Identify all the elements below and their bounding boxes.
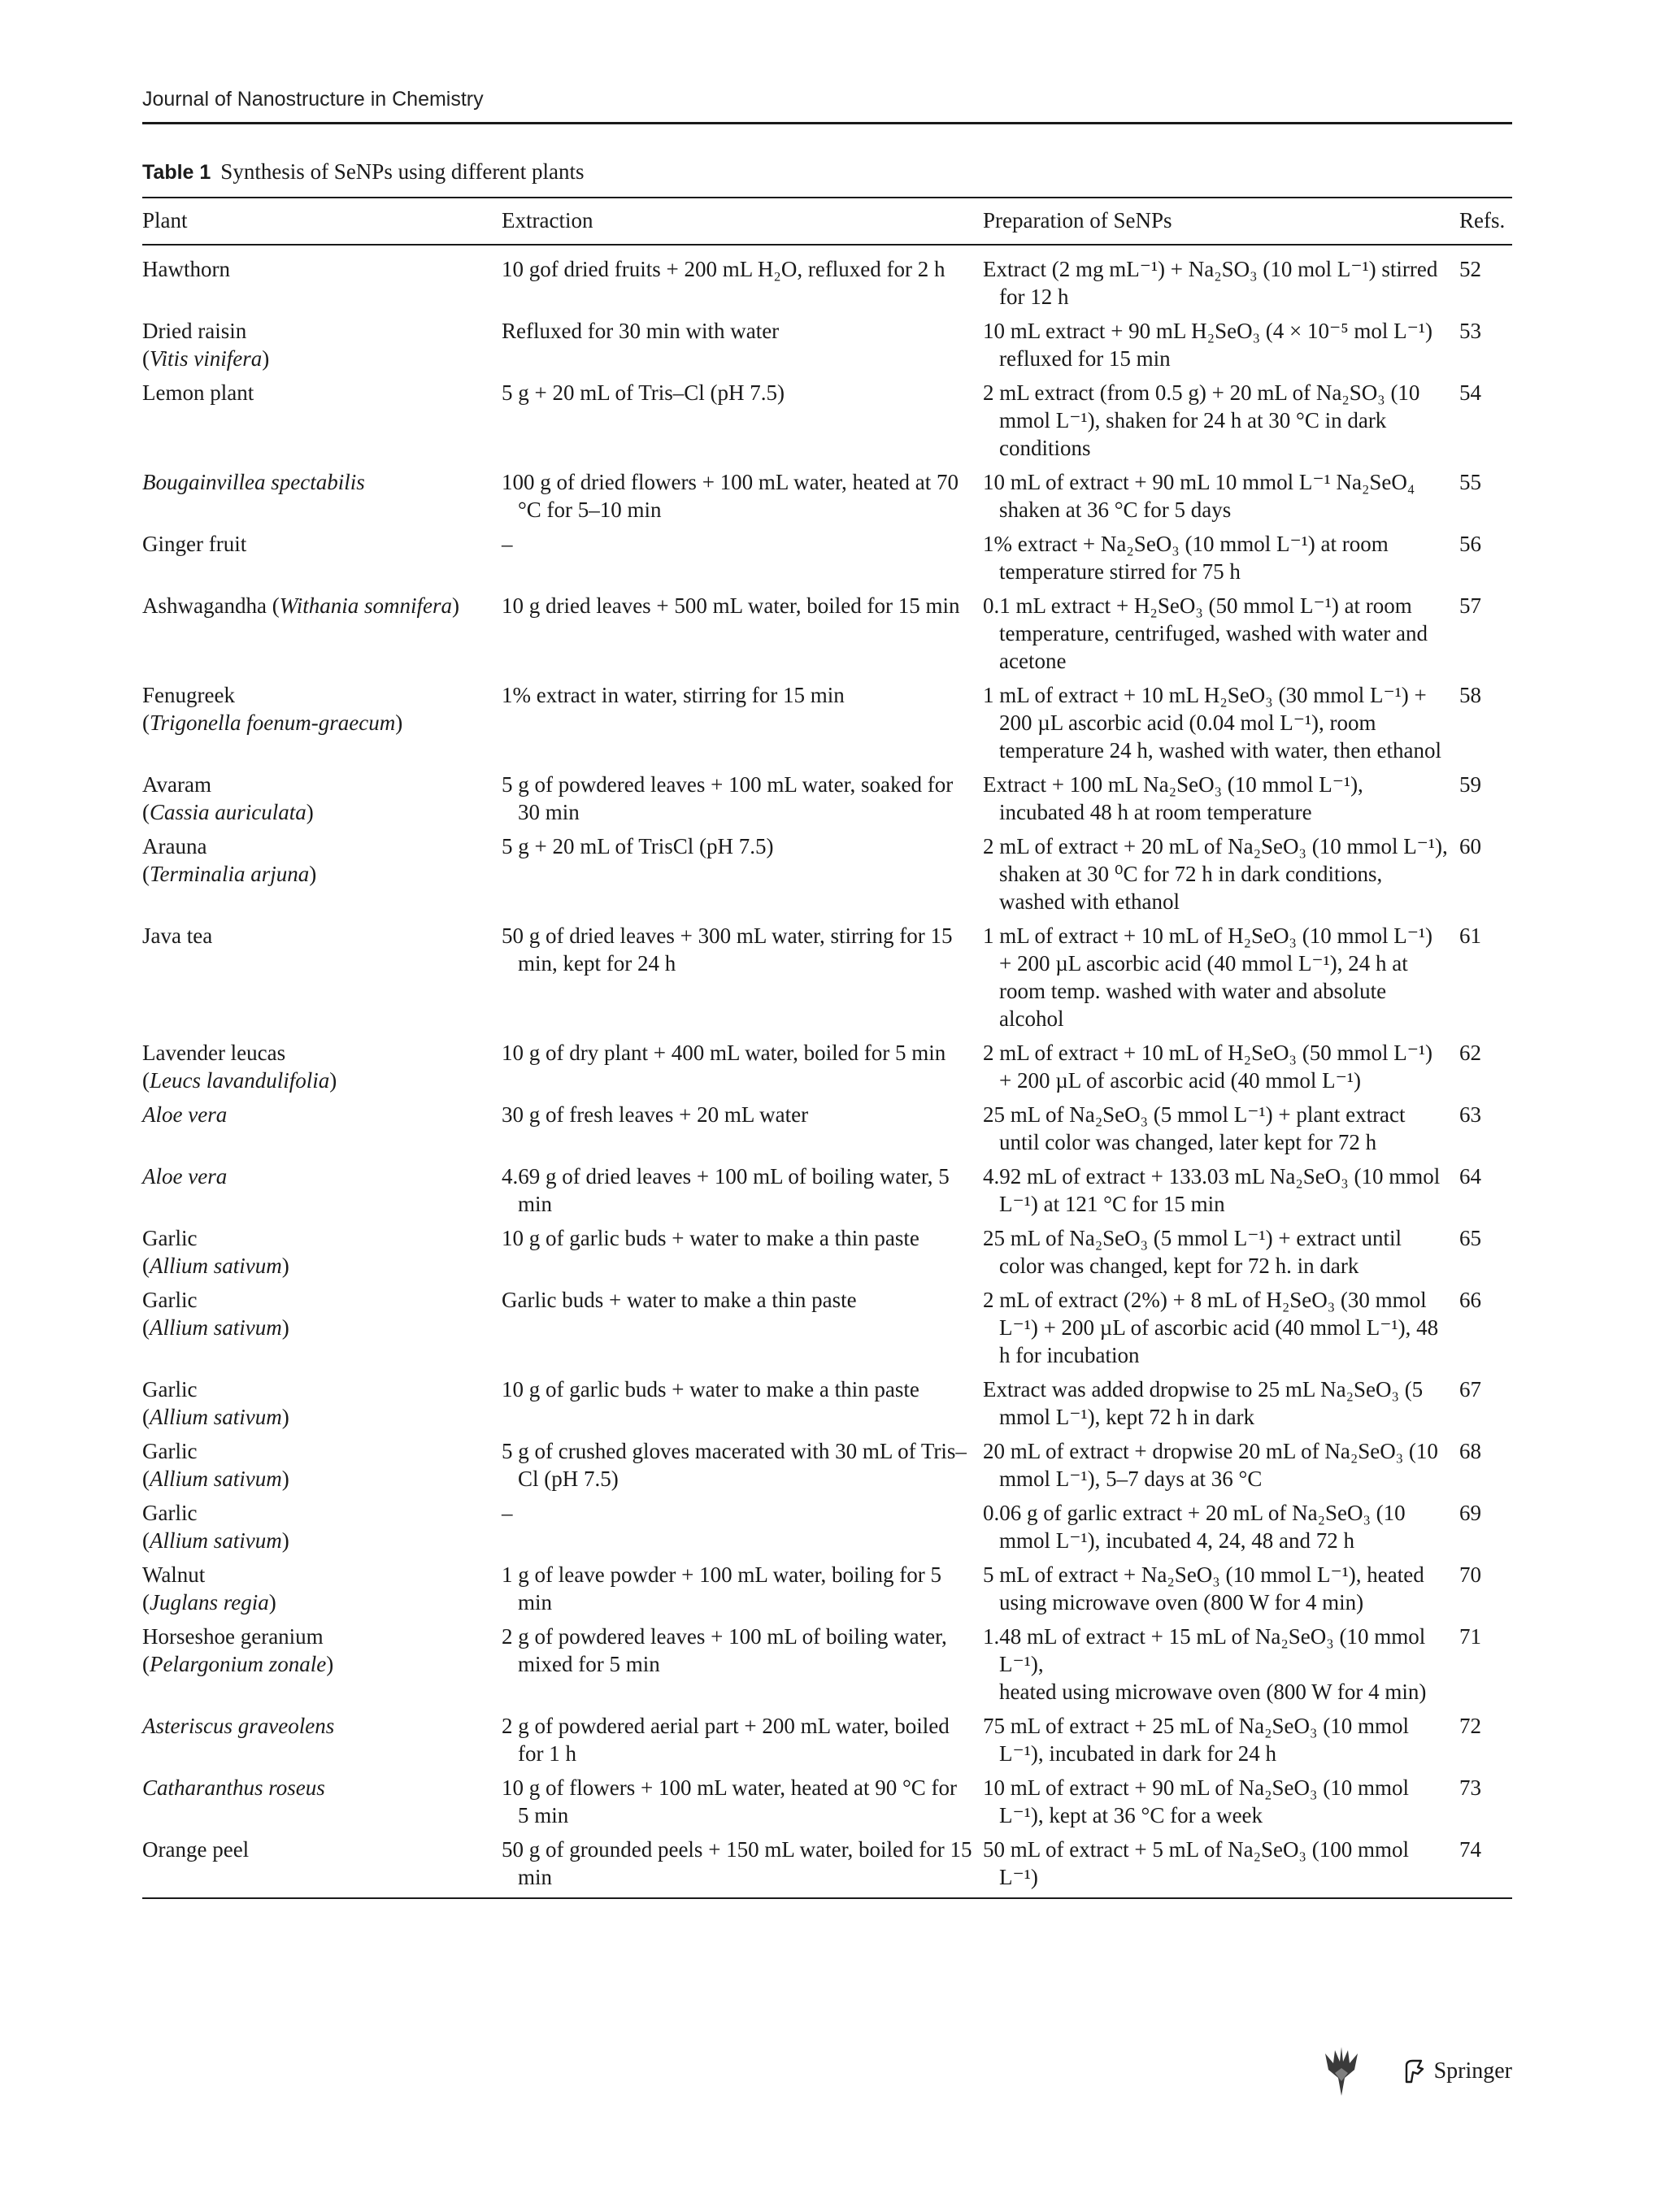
extraction-cell: 10 gof dried fruits + 200 mL H₂O, refluxed for 2 h — [502, 257, 946, 281]
preparation-cell: Extract was added dropwise to 25 mL Na₂SeO₃ (5 mmol L⁻¹), kept 72 h in dark — [983, 1377, 1424, 1429]
plant-cell: Garlic (Allium sativum) — [142, 1439, 289, 1491]
table-row — [142, 1375, 1512, 1431]
plant-cell: Garlic (Allium sativum) — [142, 1288, 289, 1340]
extraction-cell: 5 g of powdered leaves + 100 mL water, soaked for 30 min — [502, 772, 954, 824]
ref-cell: 61 — [1459, 923, 1481, 948]
preparation-cell: 10 mL of extract + 90 mL of Na₂SeO₃ (10 mmol L⁻¹), kept at 36 °C for a week — [983, 1775, 1409, 1827]
plant-cell: Garlic (Allium sativum) — [142, 1226, 289, 1278]
plant-cell: Asteriscus graveolens — [142, 1714, 335, 1738]
extraction-cell: – — [502, 532, 513, 556]
col-header-plant: Plant — [142, 208, 188, 232]
plant-cell: Dried raisin (Vitis vinifera) — [142, 319, 270, 371]
ref-cell: 66 — [1459, 1288, 1481, 1312]
extraction-cell: 5 g + 20 mL of Tris–Cl (pH 7.5) — [502, 380, 785, 405]
table-row — [142, 468, 1512, 524]
extraction-cell: 5 g + 20 mL of TrisCl (pH 7.5) — [502, 834, 774, 858]
table-row — [142, 1224, 1512, 1280]
table-row — [142, 1712, 1512, 1767]
plant-cell: Bougainvillea spectabilis — [142, 470, 365, 494]
extraction-cell: 30 g of fresh leaves + 20 mL water — [502, 1102, 809, 1127]
plant-cell: Walnut (Juglans regia) — [142, 1562, 276, 1614]
journal-name: Journal of Nanostructure in Chemistry — [142, 88, 484, 111]
plant-cell: Aloe vera — [142, 1164, 228, 1189]
ref-cell: 74 — [1459, 1837, 1481, 1862]
extraction-cell: Garlic buds + water to make a thin paste — [502, 1288, 857, 1312]
preparation-cell: 2 mL of extract + 20 mL of Na₂SeO₃ (10 mmol L⁻¹), shaken at 30 ⁰C for 72 h in dark conditions, washed with ethanol — [983, 834, 1448, 914]
table-row — [142, 379, 1512, 462]
extraction-cell: Refluxed for 30 min with water — [502, 319, 780, 343]
plant-cell: Aloe vera — [142, 1102, 228, 1127]
extraction-cell: 10 g of dry plant + 400 mL water, boiled for 5 min — [502, 1041, 946, 1065]
ref-cell: 57 — [1459, 593, 1481, 618]
table-row — [142, 1561, 1512, 1616]
table-caption — [142, 159, 585, 185]
plant-cell: Catharanthus roseus — [142, 1775, 325, 1800]
extraction-cell: 5 g of crushed gloves macerated with 30 mL of Tris–Cl (pH 7.5) — [502, 1439, 967, 1491]
preparation-cell: Extract + 100 mL Na₂SeO₃ (10 mmol L⁻¹), incubated 48 h at room temperature — [983, 772, 1363, 824]
page-footer — [1324, 2045, 1512, 2097]
extraction-cell: 50 g of grounded peels + 150 mL water, boiled for 15 min — [502, 1837, 972, 1889]
ref-cell: 73 — [1459, 1775, 1481, 1800]
col-header-extraction: Extraction — [502, 208, 593, 232]
ref-cell: 67 — [1459, 1377, 1481, 1402]
preparation-cell: 1% extract + Na₂SeO₃ (10 mmol L⁻¹) at room temperature stirred for 75 h — [983, 532, 1389, 584]
ref-cell: 70 — [1459, 1562, 1481, 1587]
table-row — [142, 1101, 1512, 1156]
preparation-cell: 1 mL of extract + 10 mL H₂SeO₃ (30 mmol L⁻¹) + 200 µL ascorbic acid (0.04 mol L⁻¹), room temperature 24 h, washed with water, then ethanol — [983, 683, 1441, 763]
preparation-cell: 1.48 mL of extract + 15 mL of Na₂SeO₃ (10 mmol L⁻¹), heated using microwave oven (800 W for 4 min) — [983, 1624, 1427, 1704]
table-label: Table 1 — [142, 161, 211, 184]
preparation-cell: 1 mL of extract + 10 mL of H₂SeO₃ (10 mmol L⁻¹) + 200 µL ascorbic acid (40 mmol L⁻¹), 24 h at room temp. washed with water and absolute alcohol — [983, 923, 1433, 1031]
ref-cell: 62 — [1459, 1041, 1481, 1065]
extraction-cell: 100 g of dried flowers + 100 mL water, heated at 70 °C for 5–10 min — [502, 470, 959, 522]
preparation-cell: 0.1 mL extract + H₂SeO₃ (50 mmol L⁻¹) at room temperature, centrifuged, washed with water and acetone — [983, 593, 1428, 673]
preparation-cell: 4.92 mL of extract + 133.03 mL Na₂SeO₃ (10 mmol L⁻¹) at 121 °C for 15 min — [983, 1164, 1441, 1216]
extraction-cell: 50 g of dried leaves + 300 mL water, stirring for 15 min, kept for 24 h — [502, 923, 953, 976]
ref-cell: 53 — [1459, 319, 1481, 343]
ref-cell: 56 — [1459, 532, 1481, 556]
ref-cell: 65 — [1459, 1226, 1481, 1250]
table-row — [142, 1437, 1512, 1493]
plant-cell: Orange peel — [142, 1837, 250, 1862]
extraction-cell: 4.69 g of dried leaves + 100 mL of boiling water, 5 min — [502, 1164, 950, 1216]
preparation-cell: 2 mL extract (from 0.5 g) + 20 mL of Na₂SO₃ (10 mmol L⁻¹), shaken for 24 h at 30 °C in dark conditions — [983, 380, 1420, 460]
table-row — [142, 832, 1512, 915]
plant-cell: Hawthorn — [142, 257, 230, 281]
senp-table — [142, 197, 1512, 1899]
plant-cell: Garlic (Allium sativum) — [142, 1501, 289, 1553]
ref-cell: 59 — [1459, 772, 1481, 797]
extraction-cell: – — [502, 1501, 513, 1525]
table-row — [142, 1286, 1512, 1369]
table-header-row — [142, 197, 1512, 246]
table-row — [142, 681, 1512, 764]
preparation-cell: 50 mL of extract + 5 mL of Na₂SeO₃ (100 mmol L⁻¹) — [983, 1837, 1409, 1889]
preparation-cell: 20 mL of extract + dropwise 20 mL of Na₂SeO₃ (10 mmol L⁻¹), 5–7 days at 36 °C — [983, 1439, 1438, 1491]
extraction-cell: 10 g dried leaves + 500 mL water, boiled for 15 min — [502, 593, 960, 618]
preparation-cell: 2 mL of extract + 10 mL of H₂SeO₃ (50 mmol L⁻¹) + 200 µL of ascorbic acid (40 mmol L⁻¹) — [983, 1041, 1433, 1093]
table-row — [142, 771, 1512, 826]
plant-cell: Avaram (Cassia auriculata) — [142, 772, 314, 824]
table-row — [142, 592, 1512, 675]
table-row — [142, 530, 1512, 585]
extraction-cell: 10 g of flowers + 100 mL water, heated at 90 °C for 5 min — [502, 1775, 958, 1827]
ref-cell: 58 — [1459, 683, 1481, 707]
preparation-cell: 5 mL of extract + Na₂SeO₃ (10 mmol L⁻¹), heated using microwave oven (800 W for 4 min) — [983, 1562, 1424, 1614]
preparation-cell: 25 mL of Na₂SeO₃ (5 mmol L⁻¹) + extract until color was changed, kept for 72 h. in dark — [983, 1226, 1402, 1278]
ref-cell: 63 — [1459, 1102, 1481, 1127]
extraction-cell: 1% extract in water, stirring for 15 min — [502, 683, 845, 707]
extraction-cell: 1 g of leave powder + 100 mL water, boiling for 5 min — [502, 1562, 942, 1614]
plant-cell: Arauna (Terminalia arjuna) — [142, 834, 317, 886]
preparation-cell: Extract (2 mg mL⁻¹) + Na₂SO₃ (10 mol L⁻¹) stirred for 12 h — [983, 257, 1438, 309]
preparation-cell: 10 mL of extract + 90 mL 10 mmol L⁻¹ Na₂SeO₄ shaken at 36 °C for 5 days — [983, 470, 1415, 522]
header-rule — [142, 122, 1512, 124]
preparation-cell: 10 mL extract + 90 mL H₂SeO₃ (4 × 10⁻⁵ mol L⁻¹) refluxed for 15 min — [983, 319, 1432, 371]
table-body — [142, 246, 1512, 1899]
preparation-cell: 25 mL of Na₂SeO₃ (5 mmol L⁻¹) + plant extract until color was changed, later kept for 72 h — [983, 1102, 1406, 1154]
ref-cell: 69 — [1459, 1501, 1481, 1525]
ref-cell: 54 — [1459, 380, 1481, 405]
extraction-cell: 10 g of garlic buds + water to make a thin paste — [502, 1226, 919, 1250]
table-title: Synthesis of SeNPs using different plants — [220, 159, 585, 184]
plant-cell: Ashwagandha (Withania somnifera) — [142, 593, 459, 618]
extraction-cell: 2 g of powdered leaves + 100 mL of boiling water, mixed for 5 min — [502, 1624, 947, 1676]
ref-cell: 68 — [1459, 1439, 1481, 1463]
table-row — [142, 255, 1512, 311]
preparation-cell: 2 mL of extract (2%) + 8 mL of H₂SeO₃ (30 mmol L⁻¹) + 200 µL of ascorbic acid (40 mmol L⁻¹), 48 h for incubation — [983, 1288, 1439, 1367]
ref-cell: 60 — [1459, 834, 1481, 858]
col-header-refs: Refs. — [1459, 208, 1506, 232]
plant-cell: Fenugreek (Trigonella foenum-graecum) — [142, 683, 403, 735]
plant-cell: Java tea — [142, 923, 213, 948]
table-row — [142, 922, 1512, 1032]
springer-tree-logo-icon — [1324, 2045, 1359, 2097]
table-row — [142, 1162, 1512, 1218]
table-row — [142, 1623, 1512, 1706]
publisher-name: Springer — [1433, 2058, 1512, 2084]
plant-cell: Garlic (Allium sativum) — [142, 1377, 289, 1429]
ref-cell: 72 — [1459, 1714, 1481, 1738]
table-row — [142, 1039, 1512, 1094]
plant-cell: Lemon plant — [142, 380, 254, 405]
table-row — [142, 1774, 1512, 1829]
plant-cell: Ginger fruit — [142, 532, 247, 556]
ref-cell: 55 — [1459, 470, 1481, 494]
ref-cell: 52 — [1459, 257, 1481, 281]
preparation-cell: 75 mL of extract + 25 mL of Na₂SeO₃ (10 mmol L⁻¹), incubated in dark for 24 h — [983, 1714, 1409, 1766]
plant-cell: Horseshoe geranium (Pelargonium zonale) — [142, 1624, 334, 1676]
table-row — [142, 1836, 1512, 1891]
extraction-cell: 2 g of powdered aerial part + 200 mL water, boiled for 1 h — [502, 1714, 950, 1766]
col-header-preparation: Preparation of SeNPs — [983, 208, 1172, 232]
preparation-cell: 0.06 g of garlic extract + 20 mL of Na₂SeO₃ (10 mmol L⁻¹), incubated 4, 24, 48 and 72 h — [983, 1501, 1406, 1553]
ref-cell: 71 — [1459, 1624, 1481, 1649]
ref-cell: 64 — [1459, 1164, 1481, 1189]
extraction-cell: 10 g of garlic buds + water to make a thin paste — [502, 1377, 919, 1402]
plant-cell: Lavender leucas (Leucs lavandulifolia) — [142, 1041, 337, 1093]
springer-horse-icon — [1402, 2058, 1428, 2085]
table-row — [142, 317, 1512, 372]
table-row — [142, 1499, 1512, 1554]
